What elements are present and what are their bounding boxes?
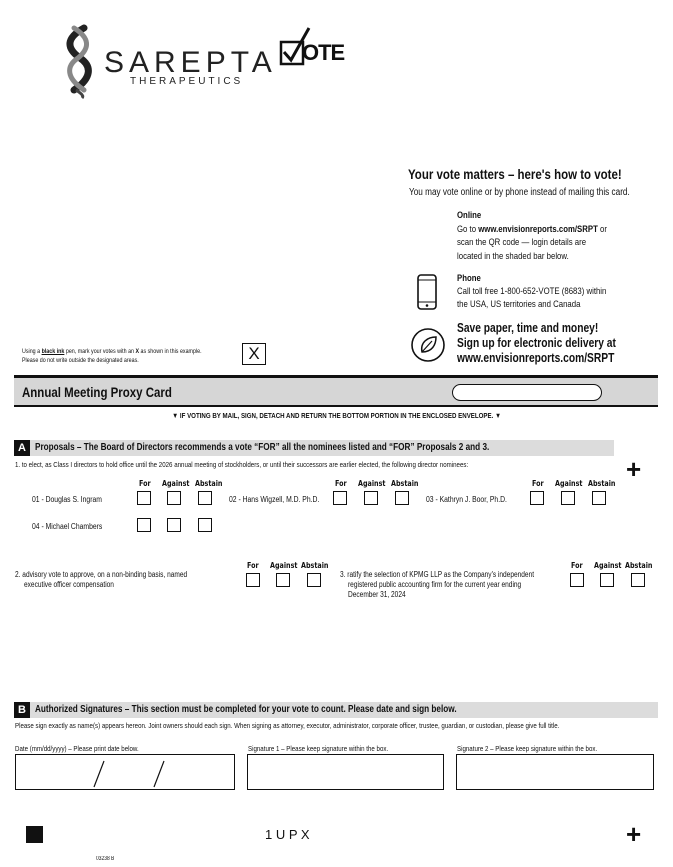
proposal-3-text: 3. ratify the selection of KPMG LLP as the Company's independent registered public accounting firm for the current year ending December 31, 2024 xyxy=(340,570,535,599)
nominee-04-for-checkbox[interactable] xyxy=(137,518,151,532)
online-url[interactable]: www.envisionreports.com/SRPT xyxy=(478,223,598,235)
banner-pill xyxy=(452,384,602,401)
nominee-03-for-checkbox[interactable] xyxy=(530,491,544,505)
phone-icon xyxy=(416,274,438,310)
sarepta-logo xyxy=(62,24,277,100)
sig2-label: Signature 2 – Please keep signature within the box. xyxy=(457,744,598,753)
online-line3: located in the shaded bar below. xyxy=(457,250,569,262)
p3-col-against: Against xyxy=(594,561,622,570)
section-b-letter: B xyxy=(14,702,30,718)
section-a-letter: A xyxy=(14,440,30,456)
date-field[interactable] xyxy=(15,754,235,790)
proposal-3-for-checkbox[interactable] xyxy=(570,573,584,587)
paperless-line1: Save paper, time and money! xyxy=(457,321,599,335)
nominee-04-against-checkbox[interactable] xyxy=(167,518,181,532)
online-section xyxy=(457,209,640,263)
nominee-02: 02 - Hans Wigzell, M.D. Ph.D. xyxy=(229,495,320,504)
nominee-01-against-checkbox[interactable] xyxy=(167,491,181,505)
signature-1-box[interactable] xyxy=(247,754,444,790)
nominee-04: 04 - Michael Chambers xyxy=(32,522,103,531)
footer-code: 1 U P X xyxy=(265,827,310,842)
col-against-3: Against xyxy=(555,479,583,488)
paperless-url[interactable]: www.envisionreports.com/SRPT xyxy=(457,351,615,365)
col-against-2: Against xyxy=(358,479,386,488)
vote-logo xyxy=(278,26,348,68)
nominee-02-against-checkbox[interactable] xyxy=(364,491,378,505)
nominee-03-against-checkbox[interactable] xyxy=(561,491,575,505)
p3-col-for: For xyxy=(571,561,583,570)
phone-section xyxy=(457,272,639,311)
date-label: Date (mm/dd/yyyy) – Please print date below. xyxy=(15,744,139,753)
online-title: Online xyxy=(457,210,482,221)
phone-line2: the USA, US territories and Canada xyxy=(457,299,581,310)
col-abstain-1: Abstain xyxy=(195,479,223,488)
proxy-card-banner xyxy=(14,375,658,407)
vote-info-subtitle: You may vote online or by phone instead of mailing this card. xyxy=(409,187,630,198)
paperless-section xyxy=(457,321,651,366)
vote-info-title: Your vote matters – here's how to vote! xyxy=(408,166,622,182)
plus-mark-top: + xyxy=(626,454,642,484)
p2-col-for: For xyxy=(247,561,259,570)
section-b-title: Authorized Signatures – This section must be completed for your vote to count. Please date and sign below. xyxy=(35,704,457,715)
col-abstain-3: Abstain xyxy=(588,479,616,488)
p2-col-against: Against xyxy=(270,561,298,570)
proposal-3-abstain-checkbox[interactable] xyxy=(631,573,645,587)
vote-logo-text: OTE xyxy=(302,40,345,65)
col-abstain-2: Abstain xyxy=(391,479,419,488)
phone-title: Phone xyxy=(457,273,481,284)
nominee-03: 03 - Kathryn J. Boor, Ph.D. xyxy=(426,495,507,504)
signature-2-box[interactable] xyxy=(456,754,654,790)
helix-icon xyxy=(62,24,96,100)
proposal-2-abstain-checkbox[interactable] xyxy=(307,573,321,587)
proposal-1-text: 1. to elect, as Class I directors to hold office until the 2026 annual meeting of stockholders, or until their successors are earlier elected, the following director nominees: xyxy=(15,460,469,469)
phone-line1: Call toll free 1-800-652-VOTE (8683) within xyxy=(457,286,607,297)
p2-col-abstain: Abstain xyxy=(301,561,329,570)
example-mark-box: X xyxy=(242,343,266,365)
nominee-04-abstain-checkbox[interactable] xyxy=(198,518,212,532)
signature-instructions: Please sign exactly as name(s) appears hereon. Joint owners should each sign. When signing as attorney, executor, administrator, corporate officer, trustee, guardian, or custodian, please give full title. xyxy=(15,721,560,730)
nominee-02-for-checkbox[interactable] xyxy=(333,491,347,505)
nominee-01: 01 - Douglas S. Ingram xyxy=(32,495,102,504)
online-line2: scan the QR code — login details are xyxy=(457,237,587,248)
section-b-header xyxy=(14,702,658,718)
col-for-1: For xyxy=(139,479,151,488)
nominee-01-for-checkbox[interactable] xyxy=(137,491,151,505)
banner-title: Annual Meeting Proxy Card xyxy=(22,384,172,400)
online-line1: Go to www.envisionreports.com/SRPT or xyxy=(457,223,607,235)
brand-name: SAREPTA xyxy=(104,46,277,79)
section-a-header xyxy=(14,440,614,456)
proposal-2-text: 2. advisory vote to approve, on a non-binding basis, named executive officer compensation xyxy=(15,570,188,589)
section-a-title: Proposals – The Board of Directors recommends a vote “FOR” all the nominees listed and “FOR” Proposals 2 and 3. xyxy=(35,442,490,453)
nominee-01-abstain-checkbox[interactable] xyxy=(198,491,212,505)
footer-small-code: 03238 B xyxy=(96,856,115,862)
proposal-2-against-checkbox[interactable] xyxy=(276,573,290,587)
leaf-icon xyxy=(410,327,446,363)
plus-mark-bottom: + xyxy=(626,819,642,849)
marking-instructions: Using a black ink pen, mark your votes with an X as shown in this example. Please do not write outside the designated areas. xyxy=(22,348,202,364)
proposal-3-against-checkbox[interactable] xyxy=(600,573,614,587)
nominee-02-abstain-checkbox[interactable] xyxy=(395,491,409,505)
registration-square xyxy=(26,826,43,843)
p3-col-abstain: Abstain xyxy=(625,561,653,570)
col-for-3: For xyxy=(532,479,544,488)
col-for-2: For xyxy=(335,479,347,488)
nominee-03-abstain-checkbox[interactable] xyxy=(592,491,606,505)
paperless-line2: Sign up for electronic delivery at xyxy=(457,336,616,350)
proposal-2-for-checkbox[interactable] xyxy=(246,573,260,587)
detach-note: ▼ IF VOTING BY MAIL, SIGN, DETACH AND RETURN THE BOTTOM PORTION IN THE ENCLOSED ENVELOPE. ▼ xyxy=(171,411,502,420)
sig1-label: Signature 1 – Please keep signature within the box. xyxy=(248,744,389,753)
col-against-1: Against xyxy=(162,479,190,488)
brand-subtitle: THERAPEUTICS xyxy=(130,76,244,87)
date-separators xyxy=(16,755,236,791)
